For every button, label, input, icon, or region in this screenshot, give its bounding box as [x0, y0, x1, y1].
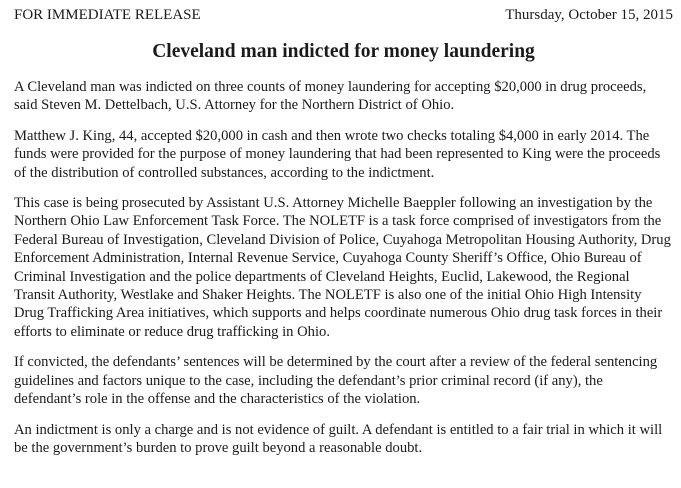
release-header [14, 6, 673, 24]
page-title: Cleveland man indicted for money laundering [152, 41, 535, 62]
paragraph-summary: A Cleveland man was indicted on three counts of money laundering for accepting $20,000 in drug proceeds, said Steven M. Dettelbach, U.S. Attorney for the Northern District of Ohio. [14, 79, 647, 114]
paragraph-sentencing: If convicted, the defendants’ sentences will be determined by the court after a review of the federal sentencing guidelines and factors unique to the case, including the defendant’s prior criminal record (if any), the defendant’s role in the offense and the characteristics of the violation. [14, 354, 658, 408]
release-label: FOR IMMEDIATE RELEASE [14, 7, 201, 23]
article-body [14, 78, 673, 457]
release-date: Thursday, October 15, 2015 [505, 7, 673, 23]
paragraph-details: Matthew J. King, 44, accepted $20,000 in cash and then wrote two checks totaling $4,000 in early 2014. The funds were provided for the purpose of money laundering that had been represented to King were the proceeds of the distribution of controlled substances, according to the indictment. [14, 127, 661, 181]
paragraph-prosecution: This case is being prosecuted by Assistant U.S. Attorney Michelle Baeppler following an investigation by the Northern Ohio Law Enforcement Task Force. The NOLETF is a task force comprised of investigators from the Federal Bureau of Investigation, Cleveland Division of Police, Cuyahoga Metropolitan Housing Authority, Drug Enforcement Administration, Internal Revenue Service, Cuyahoga County Sheriff’s Office, Ohio Bureau of Criminal Investigation and the police departments of Cleveland Heights, Euclid, Lakewood, the Regional Transit Authority, Westlake and Shaker Heights. The NOLETF is also one of the initial Ohio High Intensity Drug Trafficking Area initiatives, which supports and helps coordinate numerous Ohio drug task forces in their efforts to eliminate or reduce drug trafficking in Ohio. [14, 195, 671, 340]
paragraph-disclaimer: An indictment is only a charge and is not evidence of guilt. A defendant is entitled to a fair trial in which it will be the government’s burden to prove guilt beyond a reasonable doubt. [14, 421, 663, 456]
